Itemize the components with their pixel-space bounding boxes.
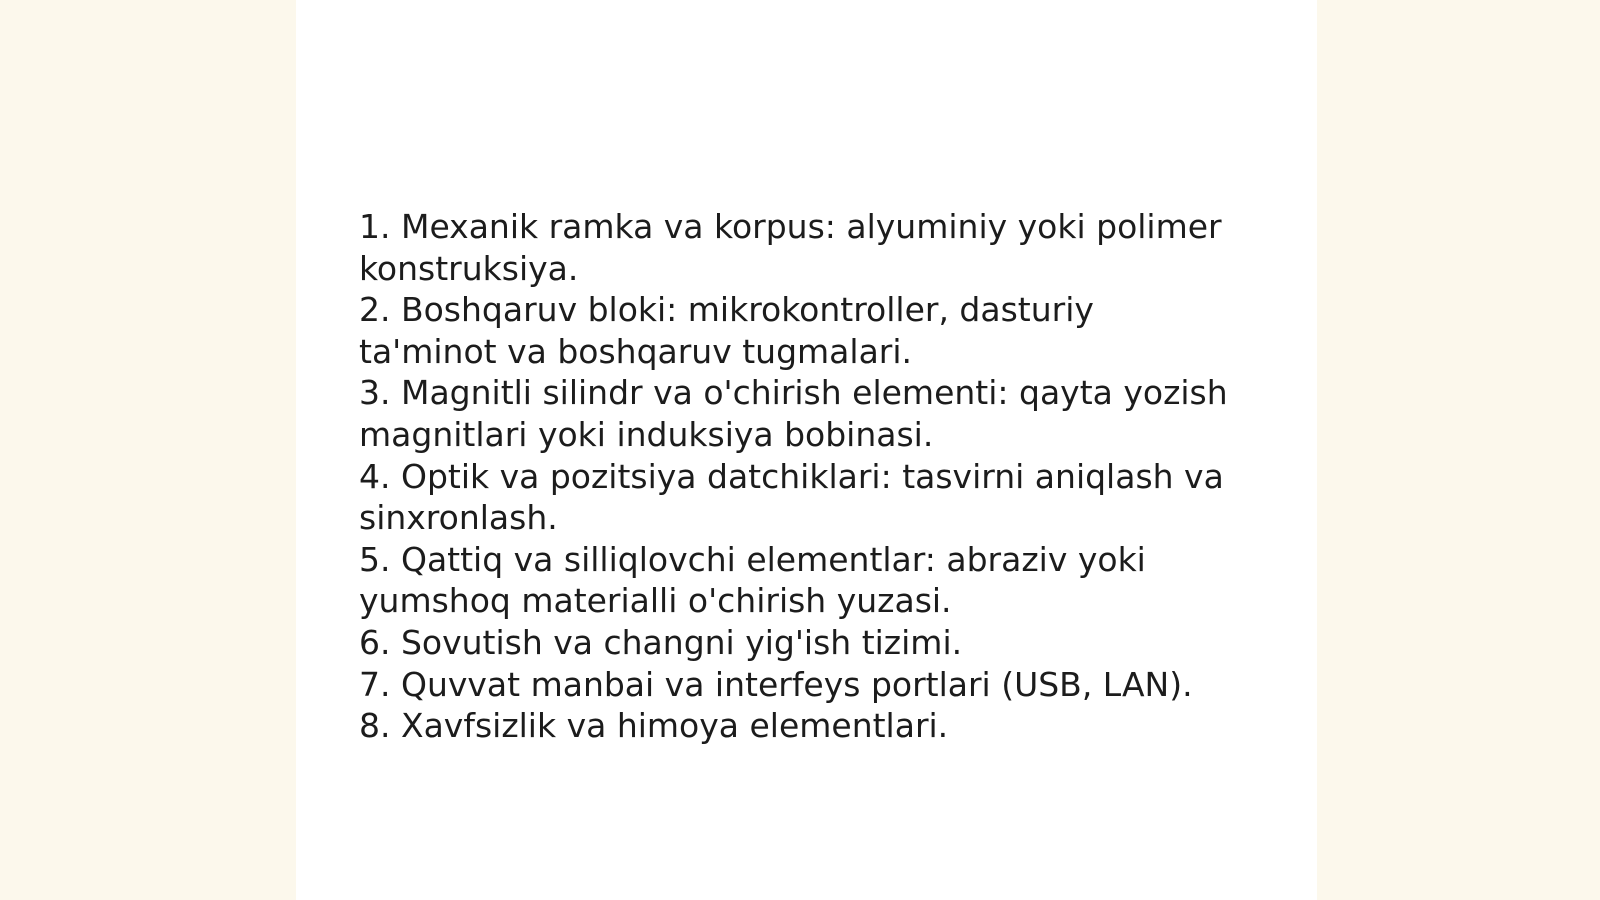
list-item: 6. Sovutish va changni yig'ish tizimi. [359, 622, 963, 662]
component-list [359, 206, 1239, 747]
list-item: 8. Xavfsizlik va himoya elementlari. [359, 706, 949, 746]
list-item: 1. Mexanik ramka va korpus: alyuminiy yoki polimer konstruksiya. [359, 207, 1222, 288]
list-item: 5. Qattiq va silliqlovchi elementlar: abraziv yoki yumshoq materialli o'chirish yuzasi. [359, 539, 1146, 621]
list-item: 7. Quvvat manbai va interfeys portlari (USB, LAN). [359, 664, 1193, 704]
list-item: 3. Magnitli silindr va o'chirish elementi: qayta yozish magnitlari yoki induksiya bobinasi. [359, 373, 1228, 454]
list-item: 2. Boshqaruv bloki: mikrokontroller, dasturiy ta'minot va boshqaruv tugmalari. [359, 290, 1094, 371]
list-item: 4. Optik va pozitsiya datchiklari: tasvirni aniqlash va sinxronlash. [359, 456, 1224, 538]
slide [296, 0, 1317, 900]
